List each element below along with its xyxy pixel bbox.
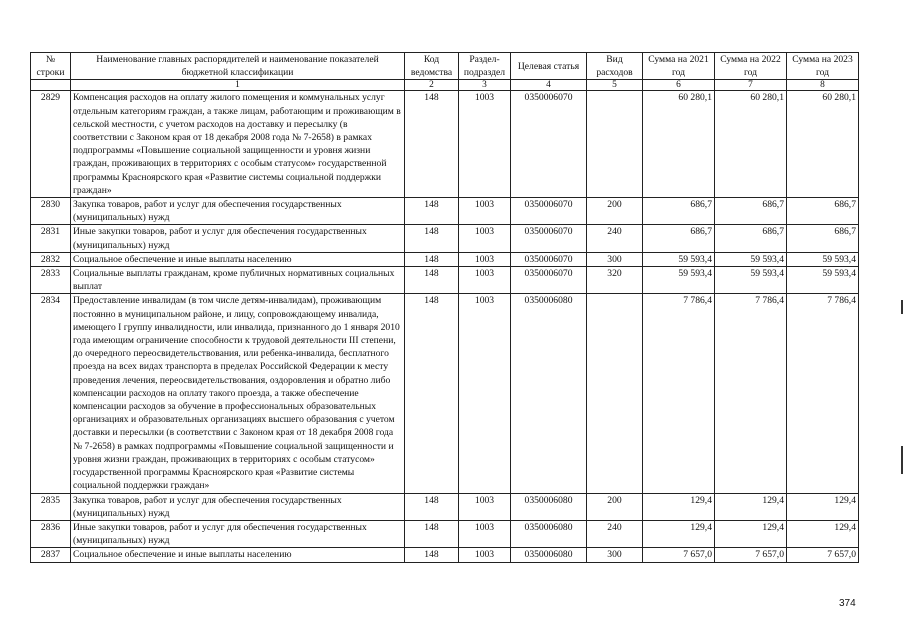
row-sum-2023: 60 280,1	[787, 91, 859, 198]
row-sum-2021: 59 593,4	[643, 267, 715, 294]
row-name: Компенсация расходов на оплату жилого помещения и коммунальных услуг отдельным категориям граждан, а также лицам, работающим и проживающим в сельской местности, с учетом расходов на доставку и пересылку (в соответствии с Законом края от 18 декабря 2008 года № 7-2658) в рамках подпрограммы «Повышение социальной защищенности и уровня жизни граждан, проживающих в территориях с особым статусом» государственной программы Красноярского края «Развитие системы социальной поддержки граждан»	[71, 91, 405, 198]
column-number: 2	[405, 80, 459, 91]
row-dept-code: 148	[405, 91, 459, 198]
row-section: 1003	[459, 91, 511, 198]
row-sum-2023: 59 593,4	[787, 252, 859, 266]
budget-table	[30, 52, 859, 563]
column-number: 5	[587, 80, 643, 91]
table-row	[31, 91, 859, 198]
column-number	[31, 80, 71, 91]
page-number: 374	[839, 598, 856, 609]
header-sum-2023: Сумма на 2023 год	[787, 53, 859, 80]
row-number: 2835	[31, 493, 71, 520]
row-sum-2022: 7 657,0	[715, 548, 787, 562]
row-expense-type: 320	[587, 267, 643, 294]
row-target-item: 0350006070	[511, 198, 587, 225]
row-dept-code: 148	[405, 252, 459, 266]
row-sum-2021: 686,7	[643, 198, 715, 225]
row-section: 1003	[459, 252, 511, 266]
row-name: Закупка товаров, работ и услуг для обеспечения государственных (муниципальных) нужд	[71, 493, 405, 520]
row-sum-2021: 7 786,4	[643, 294, 715, 493]
row-dept-code: 148	[405, 520, 459, 547]
row-name: Иные закупки товаров, работ и услуг для обеспечения государственных (муниципальных) нужд	[71, 225, 405, 252]
row-sum-2023: 129,4	[787, 520, 859, 547]
table-row	[31, 493, 859, 520]
row-target-item: 0350006080	[511, 294, 587, 493]
row-sum-2023: 686,7	[787, 198, 859, 225]
header-name: Наименование главных распорядителей и наименование показателей бюджетной классификации	[71, 53, 405, 80]
scan-edge-mark	[901, 300, 903, 314]
row-number: 2829	[31, 91, 71, 198]
row-sum-2022: 59 593,4	[715, 252, 787, 266]
row-section: 1003	[459, 294, 511, 493]
row-sum-2022: 129,4	[715, 493, 787, 520]
row-number: 2837	[31, 548, 71, 562]
table-row	[31, 267, 859, 294]
row-sum-2022: 686,7	[715, 225, 787, 252]
row-target-item: 0350006070	[511, 225, 587, 252]
row-number: 2832	[31, 252, 71, 266]
row-name: Предоставление инвалидам (в том числе детям-инвалидам), проживающим постоянно в муниципальном районе, и лицу, сопровождающему инвалида, имеющего I группу инвалидности, или инвалида, признанного до 1 января 2010 года имеющим ограничение способности к трудовой деятельности III степени, до очередного переосвидетельствования, или ребенка-инвалида, бесплатного проезда на всех видах транспорта в пределах Российской Федерации к месту проведения лечения, переосвидетельствования, оздоровления и обратно либо компенсации расходов на оплату такого проезда, а также обеспечение компенсации расходов за обучение в профессиональных образовательных организациях и образовательных организациях высшего образования с учетом доставки и пересылки (в соответствии с Законом края от 18 декабря 2008 года № 7-2658) в рамках подпрограммы «Повышение социальной защищенности и уровня жизни граждан, проживающих в территориях с особым статусом» государственной программы Красноярского края «Развитие системы социальной поддержки граждан»	[71, 294, 405, 493]
row-section: 1003	[459, 225, 511, 252]
row-expense-type: 240	[587, 225, 643, 252]
column-number: 7	[715, 80, 787, 91]
row-name: Социальные выплаты гражданам, кроме публичных нормативных социальных выплат	[71, 267, 405, 294]
row-section: 1003	[459, 267, 511, 294]
row-expense-type: 200	[587, 493, 643, 520]
header-sum-2022: Сумма на 2022 год	[715, 53, 787, 80]
row-sum-2023: 7 786,4	[787, 294, 859, 493]
row-target-item: 0350006070	[511, 91, 587, 198]
row-name: Социальное обеспечение и иные выплаты населению	[71, 252, 405, 266]
header-section: Раздел-подраздел	[459, 53, 511, 80]
row-dept-code: 148	[405, 294, 459, 493]
row-sum-2021: 129,4	[643, 493, 715, 520]
header-row-number: № строки	[31, 53, 71, 80]
header-target-item: Целевая статья	[511, 53, 587, 80]
header-row	[31, 53, 859, 80]
row-expense-type	[587, 294, 643, 493]
column-number: 6	[643, 80, 715, 91]
scan-edge-mark	[901, 446, 903, 474]
column-number-row	[31, 80, 859, 91]
row-section: 1003	[459, 198, 511, 225]
row-expense-type: 200	[587, 198, 643, 225]
row-name: Социальное обеспечение и иные выплаты населению	[71, 548, 405, 562]
row-target-item: 0350006080	[511, 548, 587, 562]
table-row	[31, 225, 859, 252]
row-dept-code: 148	[405, 548, 459, 562]
row-section: 1003	[459, 493, 511, 520]
row-sum-2022: 7 786,4	[715, 294, 787, 493]
row-sum-2023: 129,4	[787, 493, 859, 520]
row-section: 1003	[459, 520, 511, 547]
column-number: 4	[511, 80, 587, 91]
row-sum-2021: 129,4	[643, 520, 715, 547]
row-name: Закупка товаров, работ и услуг для обеспечения государственных (муниципальных) нужд	[71, 198, 405, 225]
row-sum-2021: 59 593,4	[643, 252, 715, 266]
row-sum-2023: 7 657,0	[787, 548, 859, 562]
row-target-item: 0350006070	[511, 267, 587, 294]
table-row	[31, 520, 859, 547]
table-row	[31, 198, 859, 225]
row-target-item: 0350006080	[511, 493, 587, 520]
column-number: 8	[787, 80, 859, 91]
row-dept-code: 148	[405, 198, 459, 225]
row-number: 2833	[31, 267, 71, 294]
row-target-item: 0350006080	[511, 520, 587, 547]
row-sum-2023: 686,7	[787, 225, 859, 252]
row-section: 1003	[459, 548, 511, 562]
header-dept-code: Код ведомства	[405, 53, 459, 80]
row-sum-2022: 59 593,4	[715, 267, 787, 294]
header-sum-2021: Сумма на 2021 год	[643, 53, 715, 80]
row-sum-2023: 59 593,4	[787, 267, 859, 294]
row-sum-2021: 686,7	[643, 225, 715, 252]
table-row	[31, 294, 859, 493]
row-number: 2831	[31, 225, 71, 252]
row-expense-type	[587, 91, 643, 198]
row-dept-code: 148	[405, 225, 459, 252]
table-row	[31, 252, 859, 266]
row-sum-2022: 129,4	[715, 520, 787, 547]
row-sum-2022: 60 280,1	[715, 91, 787, 198]
row-sum-2022: 686,7	[715, 198, 787, 225]
row-dept-code: 148	[405, 267, 459, 294]
row-target-item: 0350006070	[511, 252, 587, 266]
row-sum-2021: 60 280,1	[643, 91, 715, 198]
header-expense-type: Вид расходов	[587, 53, 643, 80]
row-expense-type: 300	[587, 548, 643, 562]
row-number: 2830	[31, 198, 71, 225]
row-dept-code: 148	[405, 493, 459, 520]
row-expense-type: 300	[587, 252, 643, 266]
row-number: 2836	[31, 520, 71, 547]
row-name: Иные закупки товаров, работ и услуг для обеспечения государственных (муниципальных) нужд	[71, 520, 405, 547]
row-number: 2834	[31, 294, 71, 493]
table-row	[31, 548, 859, 562]
column-number: 3	[459, 80, 511, 91]
row-expense-type: 240	[587, 520, 643, 547]
column-number: 1	[71, 80, 405, 91]
row-sum-2021: 7 657,0	[643, 548, 715, 562]
